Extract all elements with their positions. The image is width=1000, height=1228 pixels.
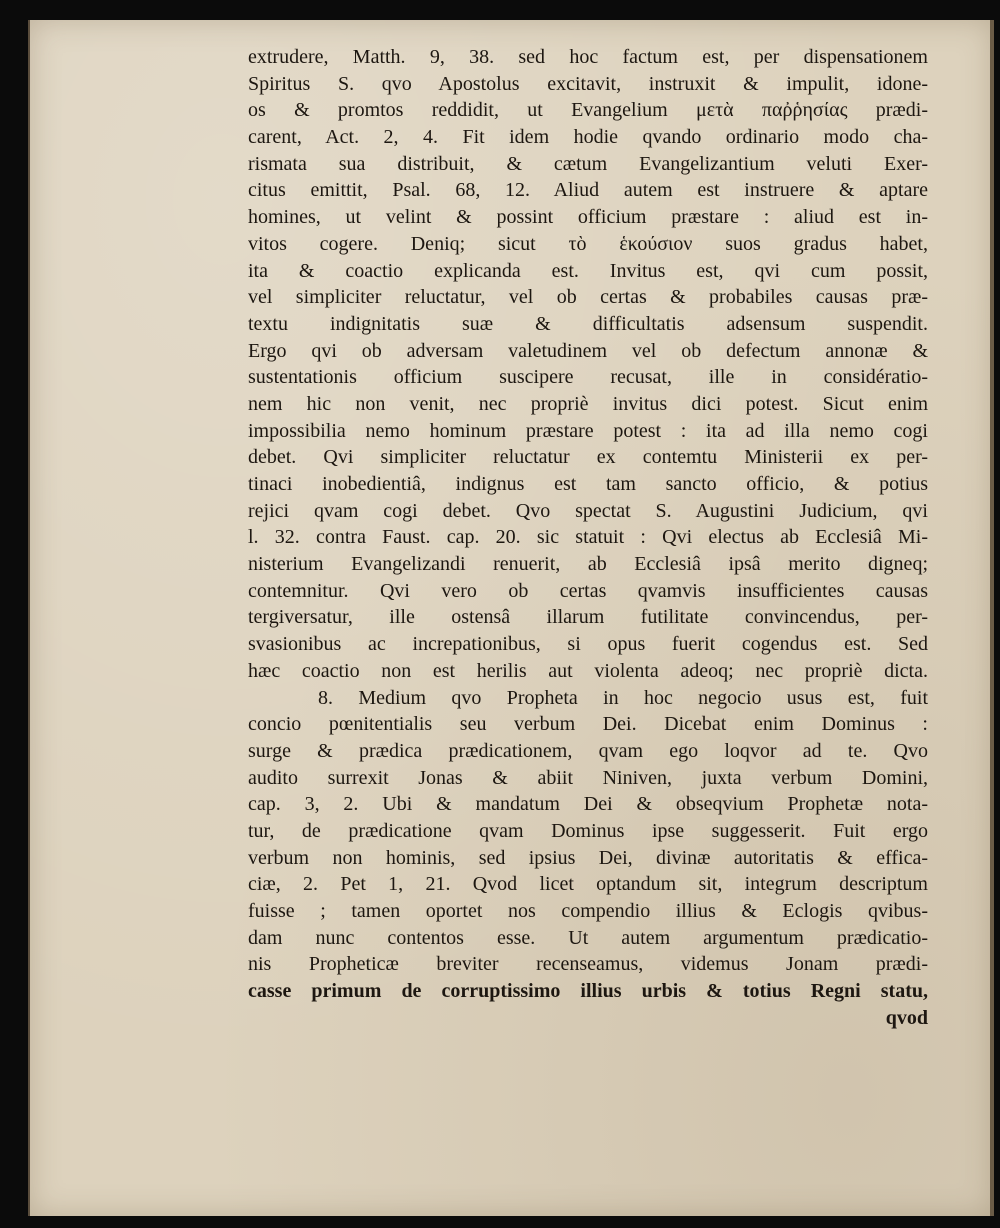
text-line: hæc coactio non est herilis aut violenta adeoq; nec propriè dicta. [248, 659, 928, 682]
text-line: nis Propheticæ breviter recenseamus, videmus Jonam prædi- [248, 953, 928, 976]
text-line: carent, Act. 2, 4. Fit idem hodie qvando ordinario modo cha- [248, 126, 928, 149]
paragraph-start-line: 8. Medium qvo Propheta in hoc negocio usus est, fuit [318, 686, 928, 709]
text-line: os & promtos reddidit, ut Evangelium μετὰ παῤῥησίας prædi- [248, 99, 928, 122]
text-line: rismata sua distribuit, & cætum Evangelizantium veluti Exer- [248, 152, 928, 175]
text-line: sustentationis officium suscipere recusat, ille in considératio- [248, 366, 928, 389]
text-line: surge & prædica prædicationem, qvam ego loqvor ad te. Qvo [248, 739, 928, 762]
text-line: rejici qvam cogi debet. Qvo spectat S. Augustini Judicium, qvi [248, 499, 928, 522]
text-line: nem hic non venit, nec propriè invitus dici potest. Sicut enim [248, 392, 928, 415]
text-line: Spiritus S. qvo Apostolus excitavit, instruxit & impulit, idone- [248, 72, 928, 95]
text-line: extrudere, Matth. 9, 38. sed hoc factum est, per dispensationem [248, 46, 928, 68]
text-line: contemnitur. Qvi vero ob certas qvamvis insufficientes causas [248, 579, 928, 602]
text-line: verbum non hominis, sed ipsius Dei, divinæ autoritatis & effica- [248, 846, 928, 869]
catchword: qvod [885, 1006, 928, 1029]
text-line: nisterium Evangelizandi renuerit, ab Ecclesiâ ipsâ merito digneq; [248, 553, 928, 576]
text-line: cap. 3, 2. Ubi & mandatum Dei & obseqvium Prophetæ nota- [248, 793, 928, 816]
text-line: vel simpliciter reluctatur, vel ob certas & probabiles causas præ- [248, 286, 928, 309]
text-line: concio pœnitentialis seu verbum Dei. Dicebat enim Dominus : [248, 713, 928, 736]
text-line: l. 32. contra Faust. cap. 20. sic statuit : Qvi electus ab Ecclesiâ Mi- [248, 526, 928, 549]
text-line: homines, ut velint & possint officium præstare : aliud est in- [248, 206, 928, 229]
text-line: dam nunc contentos esse. Ut autem argumentum prædicatio- [248, 926, 928, 949]
text-line: tinaci inobedientiâ, indignus est tam sancto officio, & potius [248, 473, 928, 495]
text-line: tur, de prædicatione qvam Dominus ipse suggesserit. Fuit ergo [248, 819, 928, 842]
text-line: ciæ, 2. Pet 1, 21. Qvod licet optandum sit, integrum descriptum [248, 873, 928, 896]
text-line: debet. Qvi simpliciter reluctatur ex contemtu Ministerii ex per- [248, 446, 928, 469]
text-line: citus emittit, Psal. 68, 12. Aliud autem est instruere & aptare [248, 179, 928, 202]
text-line: ita & coactio explicanda est. Invitus est, qvi cum possit, [248, 259, 928, 282]
text-line: audito surrexit Jonas & abiit Niniven, juxta verbum Domini, [248, 766, 928, 789]
text-line: Ergo qvi ob adversam valetudinem vel ob defectum annonæ & [248, 339, 928, 362]
text-line: casse primum de corruptissimo illius urbis & totius Regni statu, [248, 980, 928, 1003]
text-line: fuisse ; tamen oportet nos compendio illius & Eclogis qvibus- [248, 900, 928, 922]
text-line: textu indignitatis suæ & difficultatis adsensum suspendit. [248, 312, 928, 335]
text-line: tergiversatur, ille ostensâ illarum futilitate convincendus, per- [248, 606, 928, 629]
page-right-edge [990, 20, 994, 1216]
page-text-block [248, 44, 928, 1031]
text-line: vitos cogere. Deniq; sicut τὸ ἑκούσιον suos gradus habet, [248, 232, 928, 255]
text-line: impossibilia nemo hominum præstare potest : ita ad illa nemo cogi [248, 419, 928, 442]
text-line: svasionibus ac increpationibus, si opus fuerit cogendus est. Sed [248, 633, 928, 656]
